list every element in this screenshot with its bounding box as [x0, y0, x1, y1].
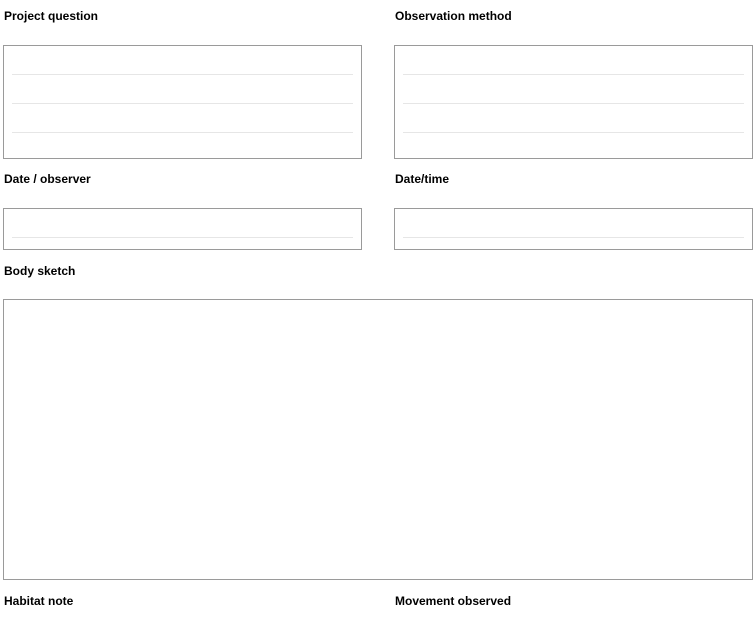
body-sketch-area[interactable]	[3, 299, 753, 580]
project-question-label: Project question	[4, 9, 99, 23]
date-observer-field[interactable]	[3, 208, 362, 250]
observation-method-label: Observation method	[395, 9, 512, 23]
habitat-note-label: Habitat note	[4, 594, 74, 608]
body-sketch-label: Body sketch	[4, 264, 76, 278]
writing-line	[12, 237, 353, 238]
writing-line	[403, 103, 744, 104]
date-time-label: Date/time	[395, 172, 450, 186]
writing-line	[403, 132, 744, 133]
movement-observed-label: Movement observed	[395, 594, 512, 608]
date-observer-label: Date / observer	[4, 172, 91, 186]
observation-method-field[interactable]	[394, 45, 753, 159]
writing-line	[12, 132, 353, 133]
project-question-field[interactable]	[3, 45, 362, 159]
writing-line	[403, 237, 744, 238]
writing-line	[12, 74, 353, 75]
date-time-field[interactable]	[394, 208, 753, 250]
writing-line	[12, 103, 353, 104]
writing-line	[403, 74, 744, 75]
